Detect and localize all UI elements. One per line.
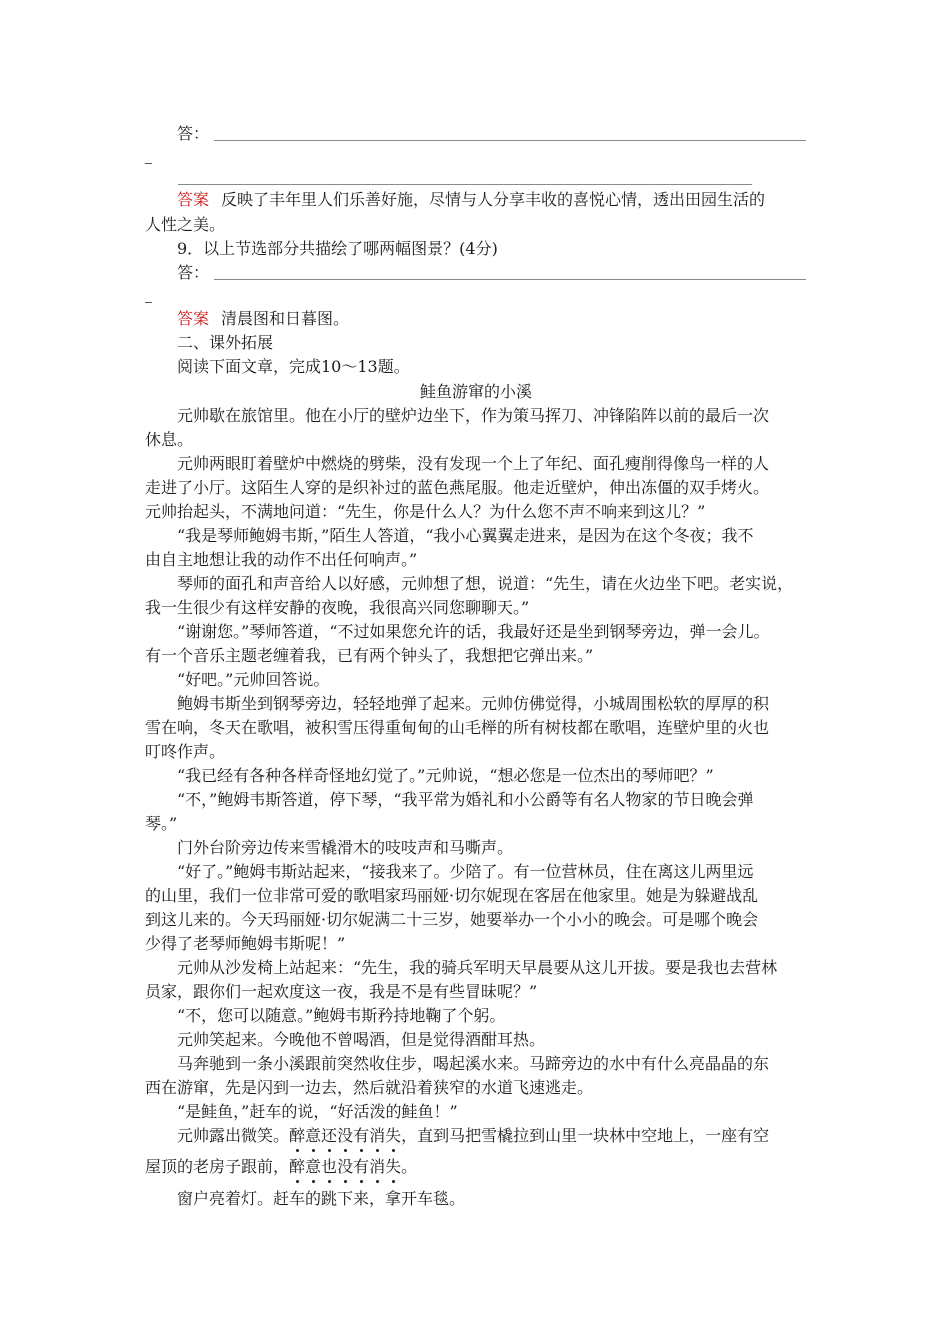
article-line-emphasis-2 [145, 1155, 807, 1179]
article-line: 琴。” [145, 814, 178, 833]
article-line: “不，”鲍姆韦斯答道，停下琴，“我平常为婚礼和小公爵等有名人物家的节日晚会弹 [177, 790, 754, 809]
text-span: ，直到马把雪橇拉到山里一块林中空地上，一座有空 [401, 1126, 770, 1145]
article-line: 元帅抬起头，不满地问道：“先生，你是什么人？为什么您不声不响来到这儿？” [145, 502, 706, 521]
emphasis-char: 失 [385, 1157, 402, 1176]
article-line: 元帅从沙发椅上站起来：“先生，我的骑兵军明天早晨要从这儿开拔。要是我也去营林 [177, 958, 778, 977]
text-span: 。 [401, 1157, 418, 1176]
emphasis-char: 没 [337, 1157, 354, 1176]
emphasis-char: 醉 [289, 1126, 306, 1145]
emphasis-char: 有 [353, 1157, 370, 1176]
emphasis-char: 没 [337, 1126, 354, 1145]
article-line: 叮咚作声。 [145, 742, 226, 761]
article-line: “是鲑鱼，”赶车的说，“好活泼的鲑鱼！” [177, 1102, 458, 1121]
text-span: 屋顶的老房子跟前， [145, 1157, 290, 1176]
article-line: 员家，跟你们一起欢度这一夜，我是不是有些冒昧呢？” [145, 982, 538, 1001]
q8-answer-line-2 [178, 184, 752, 185]
q8-answer-tag: 答案 [177, 190, 210, 209]
article-line: 元帅笑起来。今晚他不曾喝酒，但是觉得酒酣耳热。 [177, 1030, 546, 1049]
article-line: 走进了小厅。这陌生人穿的是织补过的蓝色燕尾服。他走近壁炉，伸出冻僵的双手烤火。 [145, 478, 770, 497]
article-line: 元帅两眼盯着壁炉中燃烧的劈柴，没有发现一个上了年纪、面孔瘦削得像鸟一样的人 [177, 454, 770, 473]
emphasis-char: 消 [369, 1126, 386, 1145]
article-line: 西在游窜，先是闪到一边去，然后就沿着狭窄的水道飞速逃走。 [145, 1078, 594, 1097]
q9-answer-prompt: 答： [177, 263, 210, 282]
article-line: “好了。”鲍姆韦斯站起来，“接我来了。少陪了。有一位营林员，住在离这儿两里远 [177, 862, 754, 881]
q9-dash [145, 302, 152, 303]
emphasis-char: 失 [385, 1126, 402, 1145]
article-line: 到这儿来的。今天玛丽娅·切尔妮满二十三岁，她要举办一个小小的晚会。可是哪个晚会 [145, 910, 759, 929]
article-line: 门外台阶旁边传来雪橇滑木的吱吱声和马嘶声。 [177, 838, 514, 857]
q8-answer-text-1: 反映了丰年里人们乐善好施，尽情与人分享丰收的喜悦心情，透出田园生活的 [221, 190, 766, 209]
article-line: “好吧。”元帅回答说。 [177, 670, 330, 689]
article-line: “我是琴师鲍姆韦斯，”陌生人答道，“我小心翼翼走进来，是因为在这个冬夜；我不 [177, 526, 754, 545]
article-line-emphasis-1 [177, 1124, 839, 1148]
article-line: 少得了老琴师鲍姆韦斯呢！” [145, 934, 346, 953]
emphasis-char: 有 [353, 1126, 370, 1145]
q8-answer-prompt: 答： [177, 124, 210, 143]
section-heading: 二、课外拓展 [177, 333, 274, 352]
emphasis-dotted-text [289, 1126, 401, 1145]
section-instruction: 阅读下面文章，完成10～13题。 [177, 357, 410, 376]
q8-dash [145, 163, 152, 164]
article-line: 马奔驰到一条小溪跟前突然收住步，喝起溪水来。马蹄旁边的水中有什么亮晶晶的东 [177, 1054, 770, 1073]
article-line: 元帅歇在旅馆里。他在小厅的壁炉边坐下，作为策马挥刀、冲锋陷阵以前的最后一次 [177, 406, 770, 425]
q9-answer-text: 清晨图和日暮图。 [221, 309, 350, 328]
q8-answer-line-1 [214, 140, 806, 141]
emphasis-char: 醉 [289, 1157, 306, 1176]
article-line: 休息。 [145, 430, 194, 449]
q8-answer [177, 188, 839, 212]
q9-answer [177, 307, 839, 331]
q8-answer-text-2: 人性之美。 [145, 215, 226, 234]
text-span: 元帅露出微笑。 [177, 1126, 290, 1145]
article-line: 我一生很少有这样安静的夜晚，我很高兴同您聊聊天。” [145, 598, 530, 617]
q9-answer-tag: 答案 [177, 309, 210, 328]
emphasis-char: 也 [321, 1157, 338, 1176]
article-line: 有一个音乐主题老缠着我，已有两个钟头了，我想把它弹出来。” [145, 646, 594, 665]
emphasis-char: 意 [305, 1157, 322, 1176]
article-last-line: 窗户亮着灯。赶车的跳下来，拿开车毯。 [177, 1189, 466, 1208]
article-line: “谢谢您。”琴师答道，“不过如果您允许的话，我最好还是坐到钢琴旁边，弹一会儿。 [177, 622, 770, 641]
article-line: “不，您可以随意。”鲍姆韦斯矜持地鞠了个躬。 [177, 1006, 506, 1025]
q9-question: 9．以上节选部分共描绘了哪两幅图景？(4分) [177, 239, 498, 258]
article-title: 鲑鱼游窜的小溪 [419, 382, 532, 401]
article-line: 的山里，我们一位非常可爱的歌唱家玛丽娅·切尔妮现在客居在他家里。她是为躲避战乱 [145, 886, 759, 905]
article-line: 琴师的面孔和声音给人以好感，元帅想了想，说道：“先生，请在火边坐下吧。老实说， [177, 574, 794, 593]
article-line: “我已经有各种各样奇怪地幻觉了。”元帅说，“想必您是一位杰出的琴师吧？” [177, 766, 714, 785]
emphasis-dotted-text [289, 1157, 401, 1176]
q9-answer-line [214, 279, 806, 280]
article-line: 由自主地想让我的动作不出任何响声。” [145, 550, 418, 569]
emphasis-char: 还 [321, 1126, 338, 1145]
article-line: 雪在响，冬天在歌唱，被积雪压得重甸甸的山毛榉的所有树枝都在歌唱，连壁炉里的火也 [145, 718, 770, 737]
emphasis-char: 消 [369, 1157, 386, 1176]
article-line: 鲍姆韦斯坐到钢琴旁边，轻轻地弹了起来。元帅仿佛觉得，小城周围松软的厚厚的积 [177, 694, 770, 713]
emphasis-char: 意 [305, 1126, 322, 1145]
